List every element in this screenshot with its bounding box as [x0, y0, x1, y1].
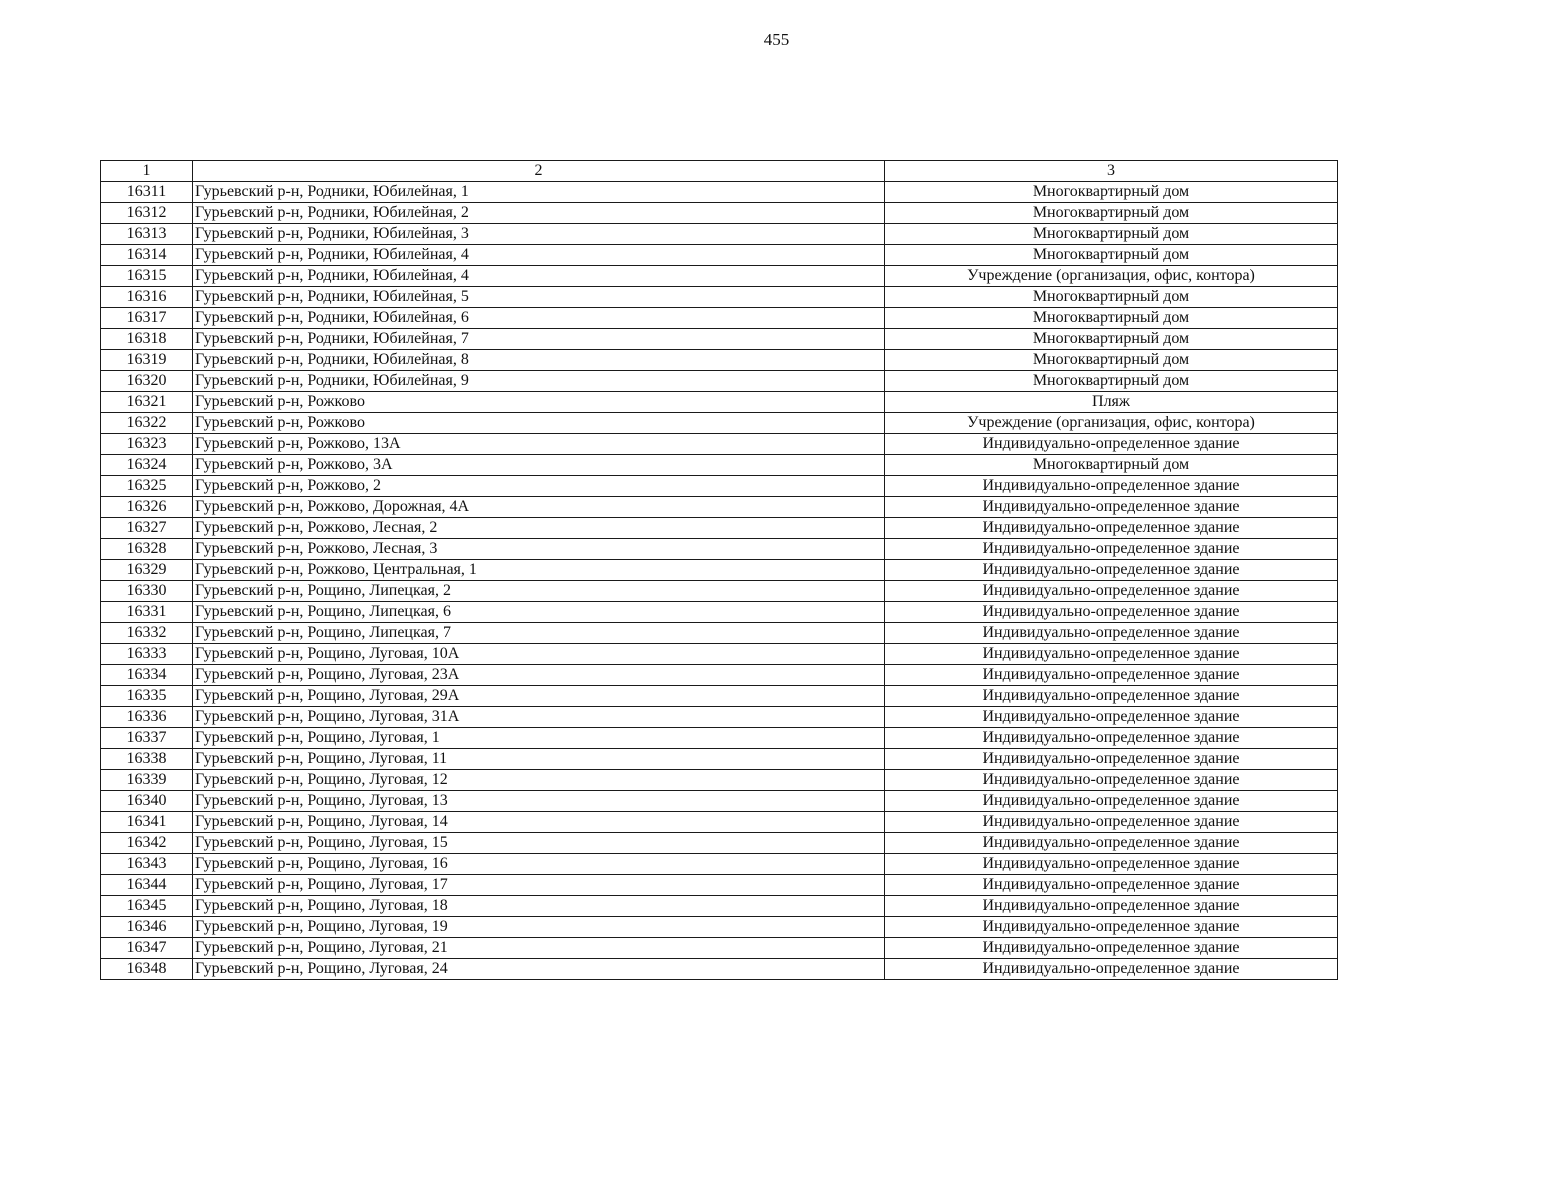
address-cell: Гурьевский р-н, Рощино, Луговая, 23А: [193, 665, 885, 686]
table-row: [101, 938, 1338, 959]
object-type-cell: Индивидуально-определенное здание: [885, 791, 1338, 812]
table-row: [101, 350, 1338, 371]
object-type-cell: Индивидуально-определенное здание: [885, 749, 1338, 770]
object-type-cell: Многоквартирный дом: [885, 287, 1338, 308]
table-row: [101, 455, 1338, 476]
table-row: [101, 665, 1338, 686]
object-type-cell: Индивидуально-определенное здание: [885, 812, 1338, 833]
row-number-cell: 16340: [101, 791, 193, 812]
table-row: [101, 770, 1338, 791]
row-number-cell: 16335: [101, 686, 193, 707]
page-number: 455: [763, 30, 790, 49]
row-number-cell: 16320: [101, 371, 193, 392]
table-row: [101, 791, 1338, 812]
row-number-cell: 16345: [101, 896, 193, 917]
object-type-cell: Индивидуально-определенное здание: [885, 644, 1338, 665]
row-number-cell: 16322: [101, 413, 193, 434]
object-type-cell: Индивидуально-определенное здание: [885, 539, 1338, 560]
address-cell: Гурьевский р-н, Родники, Юбилейная, 5: [193, 287, 885, 308]
object-type-cell: Индивидуально-определенное здание: [885, 602, 1338, 623]
table-row: [101, 749, 1338, 770]
row-number-cell: 16332: [101, 623, 193, 644]
address-cell: Гурьевский р-н, Рощино, Луговая, 29А: [193, 686, 885, 707]
table-row: [101, 497, 1338, 518]
registry-table: [100, 160, 1338, 980]
object-type-cell: Многоквартирный дом: [885, 308, 1338, 329]
column-header-3: 3: [885, 161, 1338, 182]
row-number-cell: 16321: [101, 392, 193, 413]
object-type-cell: Многоквартирный дом: [885, 203, 1338, 224]
address-cell: Гурьевский р-н, Родники, Юбилейная, 8: [193, 350, 885, 371]
row-number-cell: 16337: [101, 728, 193, 749]
address-cell: Гурьевский р-н, Рощино, Луговая, 13: [193, 791, 885, 812]
object-type-cell: Индивидуально-определенное здание: [885, 917, 1338, 938]
object-type-cell: Многоквартирный дом: [885, 182, 1338, 203]
address-cell: Гурьевский р-н, Рожково: [193, 413, 885, 434]
row-number-cell: 16342: [101, 833, 193, 854]
object-type-cell: Индивидуально-определенное здание: [885, 686, 1338, 707]
column-header-2: 2: [193, 161, 885, 182]
object-type-cell: Многоквартирный дом: [885, 245, 1338, 266]
address-cell: Гурьевский р-н, Рощино, Луговая, 10А: [193, 644, 885, 665]
object-type-cell: Индивидуально-определенное здание: [885, 938, 1338, 959]
row-number-cell: 16327: [101, 518, 193, 539]
table-row: [101, 245, 1338, 266]
address-cell: Гурьевский р-н, Рощино, Луговая, 15: [193, 833, 885, 854]
table-row: [101, 182, 1338, 203]
address-cell: Гурьевский р-н, Рощино, Луговая, 31А: [193, 707, 885, 728]
row-number-cell: 16347: [101, 938, 193, 959]
row-number-cell: 16341: [101, 812, 193, 833]
row-number-cell: 16348: [101, 959, 193, 980]
object-type-cell: Индивидуально-определенное здание: [885, 497, 1338, 518]
object-type-cell: Многоквартирный дом: [885, 371, 1338, 392]
object-type-cell: Индивидуально-определенное здание: [885, 896, 1338, 917]
row-number-cell: 16344: [101, 875, 193, 896]
row-number-cell: 16316: [101, 287, 193, 308]
address-cell: Гурьевский р-н, Рощино, Луговая, 11: [193, 749, 885, 770]
address-cell: Гурьевский р-н, Рожково: [193, 392, 885, 413]
address-cell: Гурьевский р-н, Родники, Юбилейная, 7: [193, 329, 885, 350]
row-number-cell: 16312: [101, 203, 193, 224]
table-header-row: [101, 161, 1338, 182]
object-type-cell: Индивидуально-определенное здание: [885, 434, 1338, 455]
table-row: [101, 581, 1338, 602]
table-row: [101, 644, 1338, 665]
object-type-cell: Учреждение (организация, офис, контора): [885, 266, 1338, 287]
address-cell: Гурьевский р-н, Рожково, Центральная, 1: [193, 560, 885, 581]
row-number-cell: 16334: [101, 665, 193, 686]
table-row: [101, 728, 1338, 749]
object-type-cell: Многоквартирный дом: [885, 329, 1338, 350]
row-number-cell: 16311: [101, 182, 193, 203]
row-number-cell: 16329: [101, 560, 193, 581]
address-cell: Гурьевский р-н, Рожково, Лесная, 3: [193, 539, 885, 560]
object-type-cell: Многоквартирный дом: [885, 455, 1338, 476]
table-row: [101, 686, 1338, 707]
address-cell: Гурьевский р-н, Рощино, Луговая, 21: [193, 938, 885, 959]
table-row: [101, 308, 1338, 329]
address-cell: Гурьевский р-н, Родники, Юбилейная, 4: [193, 245, 885, 266]
table-row: [101, 959, 1338, 980]
row-number-cell: 16313: [101, 224, 193, 245]
object-type-cell: Учреждение (организация, офис, контора): [885, 413, 1338, 434]
row-number-cell: 16343: [101, 854, 193, 875]
table-row: [101, 224, 1338, 245]
table-row: [101, 329, 1338, 350]
object-type-cell: Пляж: [885, 392, 1338, 413]
row-number-cell: 16338: [101, 749, 193, 770]
row-number-cell: 16325: [101, 476, 193, 497]
object-type-cell: Индивидуально-определенное здание: [885, 581, 1338, 602]
address-cell: Гурьевский р-н, Рощино, Луговая, 17: [193, 875, 885, 896]
table-row: [101, 854, 1338, 875]
table-row: [101, 812, 1338, 833]
table-row: [101, 917, 1338, 938]
address-cell: Гурьевский р-н, Рощино, Липецкая, 7: [193, 623, 885, 644]
address-cell: Гурьевский р-н, Рощино, Липецкая, 2: [193, 581, 885, 602]
table-row: [101, 476, 1338, 497]
object-type-cell: Индивидуально-определенное здание: [885, 728, 1338, 749]
address-cell: Гурьевский р-н, Рощино, Луговая, 12: [193, 770, 885, 791]
row-number-cell: 16326: [101, 497, 193, 518]
object-type-cell: Индивидуально-определенное здание: [885, 770, 1338, 791]
object-type-cell: Индивидуально-определенное здание: [885, 518, 1338, 539]
address-cell: Гурьевский р-н, Рощино, Луговая, 14: [193, 812, 885, 833]
row-number-cell: 16328: [101, 539, 193, 560]
address-cell: Гурьевский р-н, Родники, Юбилейная, 2: [193, 203, 885, 224]
object-type-cell: Индивидуально-определенное здание: [885, 560, 1338, 581]
object-type-cell: Индивидуально-определенное здание: [885, 707, 1338, 728]
table-body: [101, 182, 1338, 980]
object-type-cell: Индивидуально-определенное здание: [885, 833, 1338, 854]
column-header-1: 1: [101, 161, 193, 182]
row-number-cell: 16324: [101, 455, 193, 476]
table-row: [101, 266, 1338, 287]
address-cell: Гурьевский р-н, Родники, Юбилейная, 9: [193, 371, 885, 392]
address-cell: Гурьевский р-н, Рощино, Луговая, 18: [193, 896, 885, 917]
object-type-cell: Индивидуально-определенное здание: [885, 623, 1338, 644]
object-type-cell: Многоквартирный дом: [885, 350, 1338, 371]
address-cell: Гурьевский р-н, Рощино, Луговая, 1: [193, 728, 885, 749]
table-row: [101, 560, 1338, 581]
address-cell: Гурьевский р-н, Родники, Юбилейная, 1: [193, 182, 885, 203]
table-row: [101, 434, 1338, 455]
row-number-cell: 16331: [101, 602, 193, 623]
address-cell: Гурьевский р-н, Рожково, 13А: [193, 434, 885, 455]
row-number-cell: 16339: [101, 770, 193, 791]
table-row: [101, 392, 1338, 413]
address-cell: Гурьевский р-н, Рощино, Луговая, 16: [193, 854, 885, 875]
table-row: [101, 833, 1338, 854]
row-number-cell: 16330: [101, 581, 193, 602]
object-type-cell: Многоквартирный дом: [885, 224, 1338, 245]
address-cell: Гурьевский р-н, Рожково, 3А: [193, 455, 885, 476]
address-cell: Гурьевский р-н, Рощино, Луговая, 19: [193, 917, 885, 938]
table-row: [101, 707, 1338, 728]
address-cell: Гурьевский р-н, Родники, Юбилейная, 4: [193, 266, 885, 287]
table-row: [101, 371, 1338, 392]
object-type-cell: Индивидуально-определенное здание: [885, 476, 1338, 497]
row-number-cell: 16315: [101, 266, 193, 287]
table-row: [101, 518, 1338, 539]
table-row: [101, 602, 1338, 623]
address-cell: Гурьевский р-н, Рожково, Дорожная, 4А: [193, 497, 885, 518]
address-cell: Гурьевский р-н, Рощино, Луговая, 24: [193, 959, 885, 980]
table-row: [101, 203, 1338, 224]
table-row: [101, 287, 1338, 308]
address-cell: Гурьевский р-н, Рожково, Лесная, 2: [193, 518, 885, 539]
row-number-cell: 16323: [101, 434, 193, 455]
table-row: [101, 896, 1338, 917]
row-number-cell: 16346: [101, 917, 193, 938]
table-row: [101, 413, 1338, 434]
row-number-cell: 16319: [101, 350, 193, 371]
table-row: [101, 623, 1338, 644]
row-number-cell: 16317: [101, 308, 193, 329]
object-type-cell: Индивидуально-определенное здание: [885, 959, 1338, 980]
address-cell: Гурьевский р-н, Родники, Юбилейная, 6: [193, 308, 885, 329]
object-type-cell: Индивидуально-определенное здание: [885, 875, 1338, 896]
row-number-cell: 16314: [101, 245, 193, 266]
row-number-cell: 16336: [101, 707, 193, 728]
object-type-cell: Индивидуально-определенное здание: [885, 665, 1338, 686]
address-cell: Гурьевский р-н, Рожково, 2: [193, 476, 885, 497]
address-cell: Гурьевский р-н, Рощино, Липецкая, 6: [193, 602, 885, 623]
row-number-cell: 16333: [101, 644, 193, 665]
row-number-cell: 16318: [101, 329, 193, 350]
address-cell: Гурьевский р-н, Родники, Юбилейная, 3: [193, 224, 885, 245]
object-type-cell: Индивидуально-определенное здание: [885, 854, 1338, 875]
table-row: [101, 875, 1338, 896]
table-row: [101, 539, 1338, 560]
